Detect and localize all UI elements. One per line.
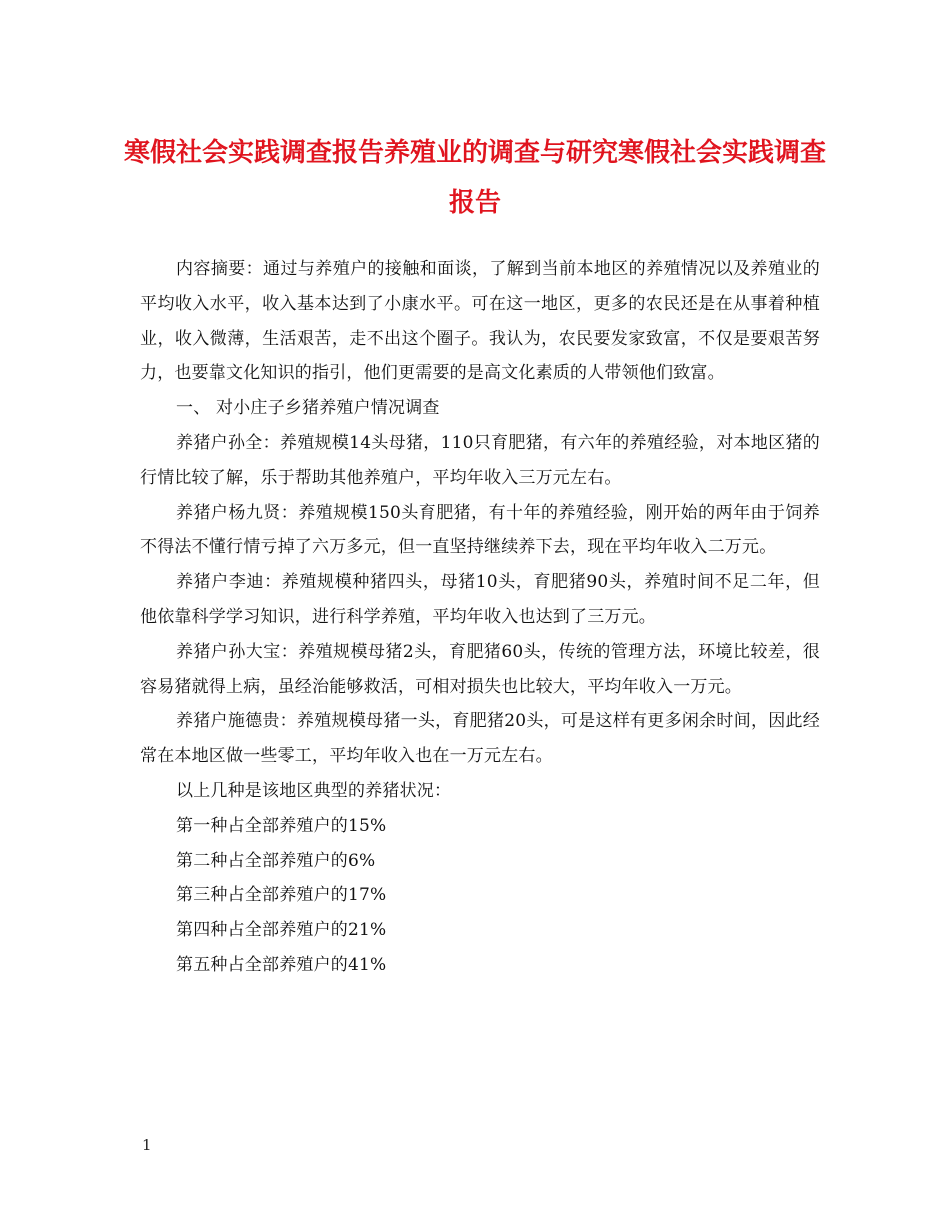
summary-line: 第五种占全部养殖户的41% <box>176 954 387 975</box>
abstract-paragraph: 内容摘要：通过与养殖户的接触和面谈，了解到当前本地区的养殖情况以及养殖业的平均收入水平，收入基本达到了小康水平。可在这一地区，更多的农民还是在从事着种植业，收入微薄，生活艰苦，走不出这个圈子。我认为，农民要发家致富，不仅是要艰苦努力，也要靠文化知识的指引，他们更需要的是高文化素质的人带领他们致富。 <box>140 259 820 384</box>
farmer-paragraph-yang-jiuxian: 养猪户杨九贤：养殖规模150头育肥猪，有十年的养殖经验，刚开始的两年由于饲养不得法不懂行情亏掉了六万多元，但一直坚持继续养下去，现在平均年收入二万元。 <box>140 502 820 558</box>
section-heading: 一、 对小庄子乡猪养殖户情况调查 <box>176 398 440 419</box>
document-title: 寒假社会实践调查报告养殖业的调查与研究寒假社会实践调查报告 <box>123 138 826 218</box>
summary-line: 第二种占全部养殖户的6% <box>176 850 376 871</box>
farmer-paragraph-sun-quan: 养猪户孙全：养殖规模14头母猪，110只育肥猪，有六年的养殖经验，对本地区猪的行情比较了解，乐于帮助其他养殖户，平均年收入三万元左右。 <box>140 432 820 488</box>
page-number: 1 <box>142 1136 152 1154</box>
summary-line: 第四种占全部养殖户的21% <box>176 920 387 941</box>
farmer-paragraph-shi-degui: 养猪户施德贵：养殖规模母猪一头，育肥猪20头，可是这样有更多闲余时间，因此经常在本地区做一些零工，平均年收入也在一万元左右。 <box>140 711 820 767</box>
summary-line: 第三种占全部养殖户的17% <box>176 885 387 906</box>
document-body <box>140 252 820 983</box>
summary-intro: 以上几种是该地区典型的养猪状况： <box>176 780 452 801</box>
farmer-paragraph-sun-dabao: 养猪户孙大宝：养殖规模母猪2头，育肥猪60头，传统的管理方法，环境比较差，很容易猪就得上病，虽经治能够救活，可相对损失也比较大，平均年收入一万元。 <box>140 641 820 697</box>
summary-line: 第一种占全部养殖户的15% <box>176 815 387 836</box>
farmer-paragraph-li-di: 养猪户李迪：养殖规模种猪四头，母猪10头，育肥猪90头，养殖时间不足二年，但他依靠科学学习知识，进行科学养殖，平均年收入也达到了三万元。 <box>140 572 820 627</box>
